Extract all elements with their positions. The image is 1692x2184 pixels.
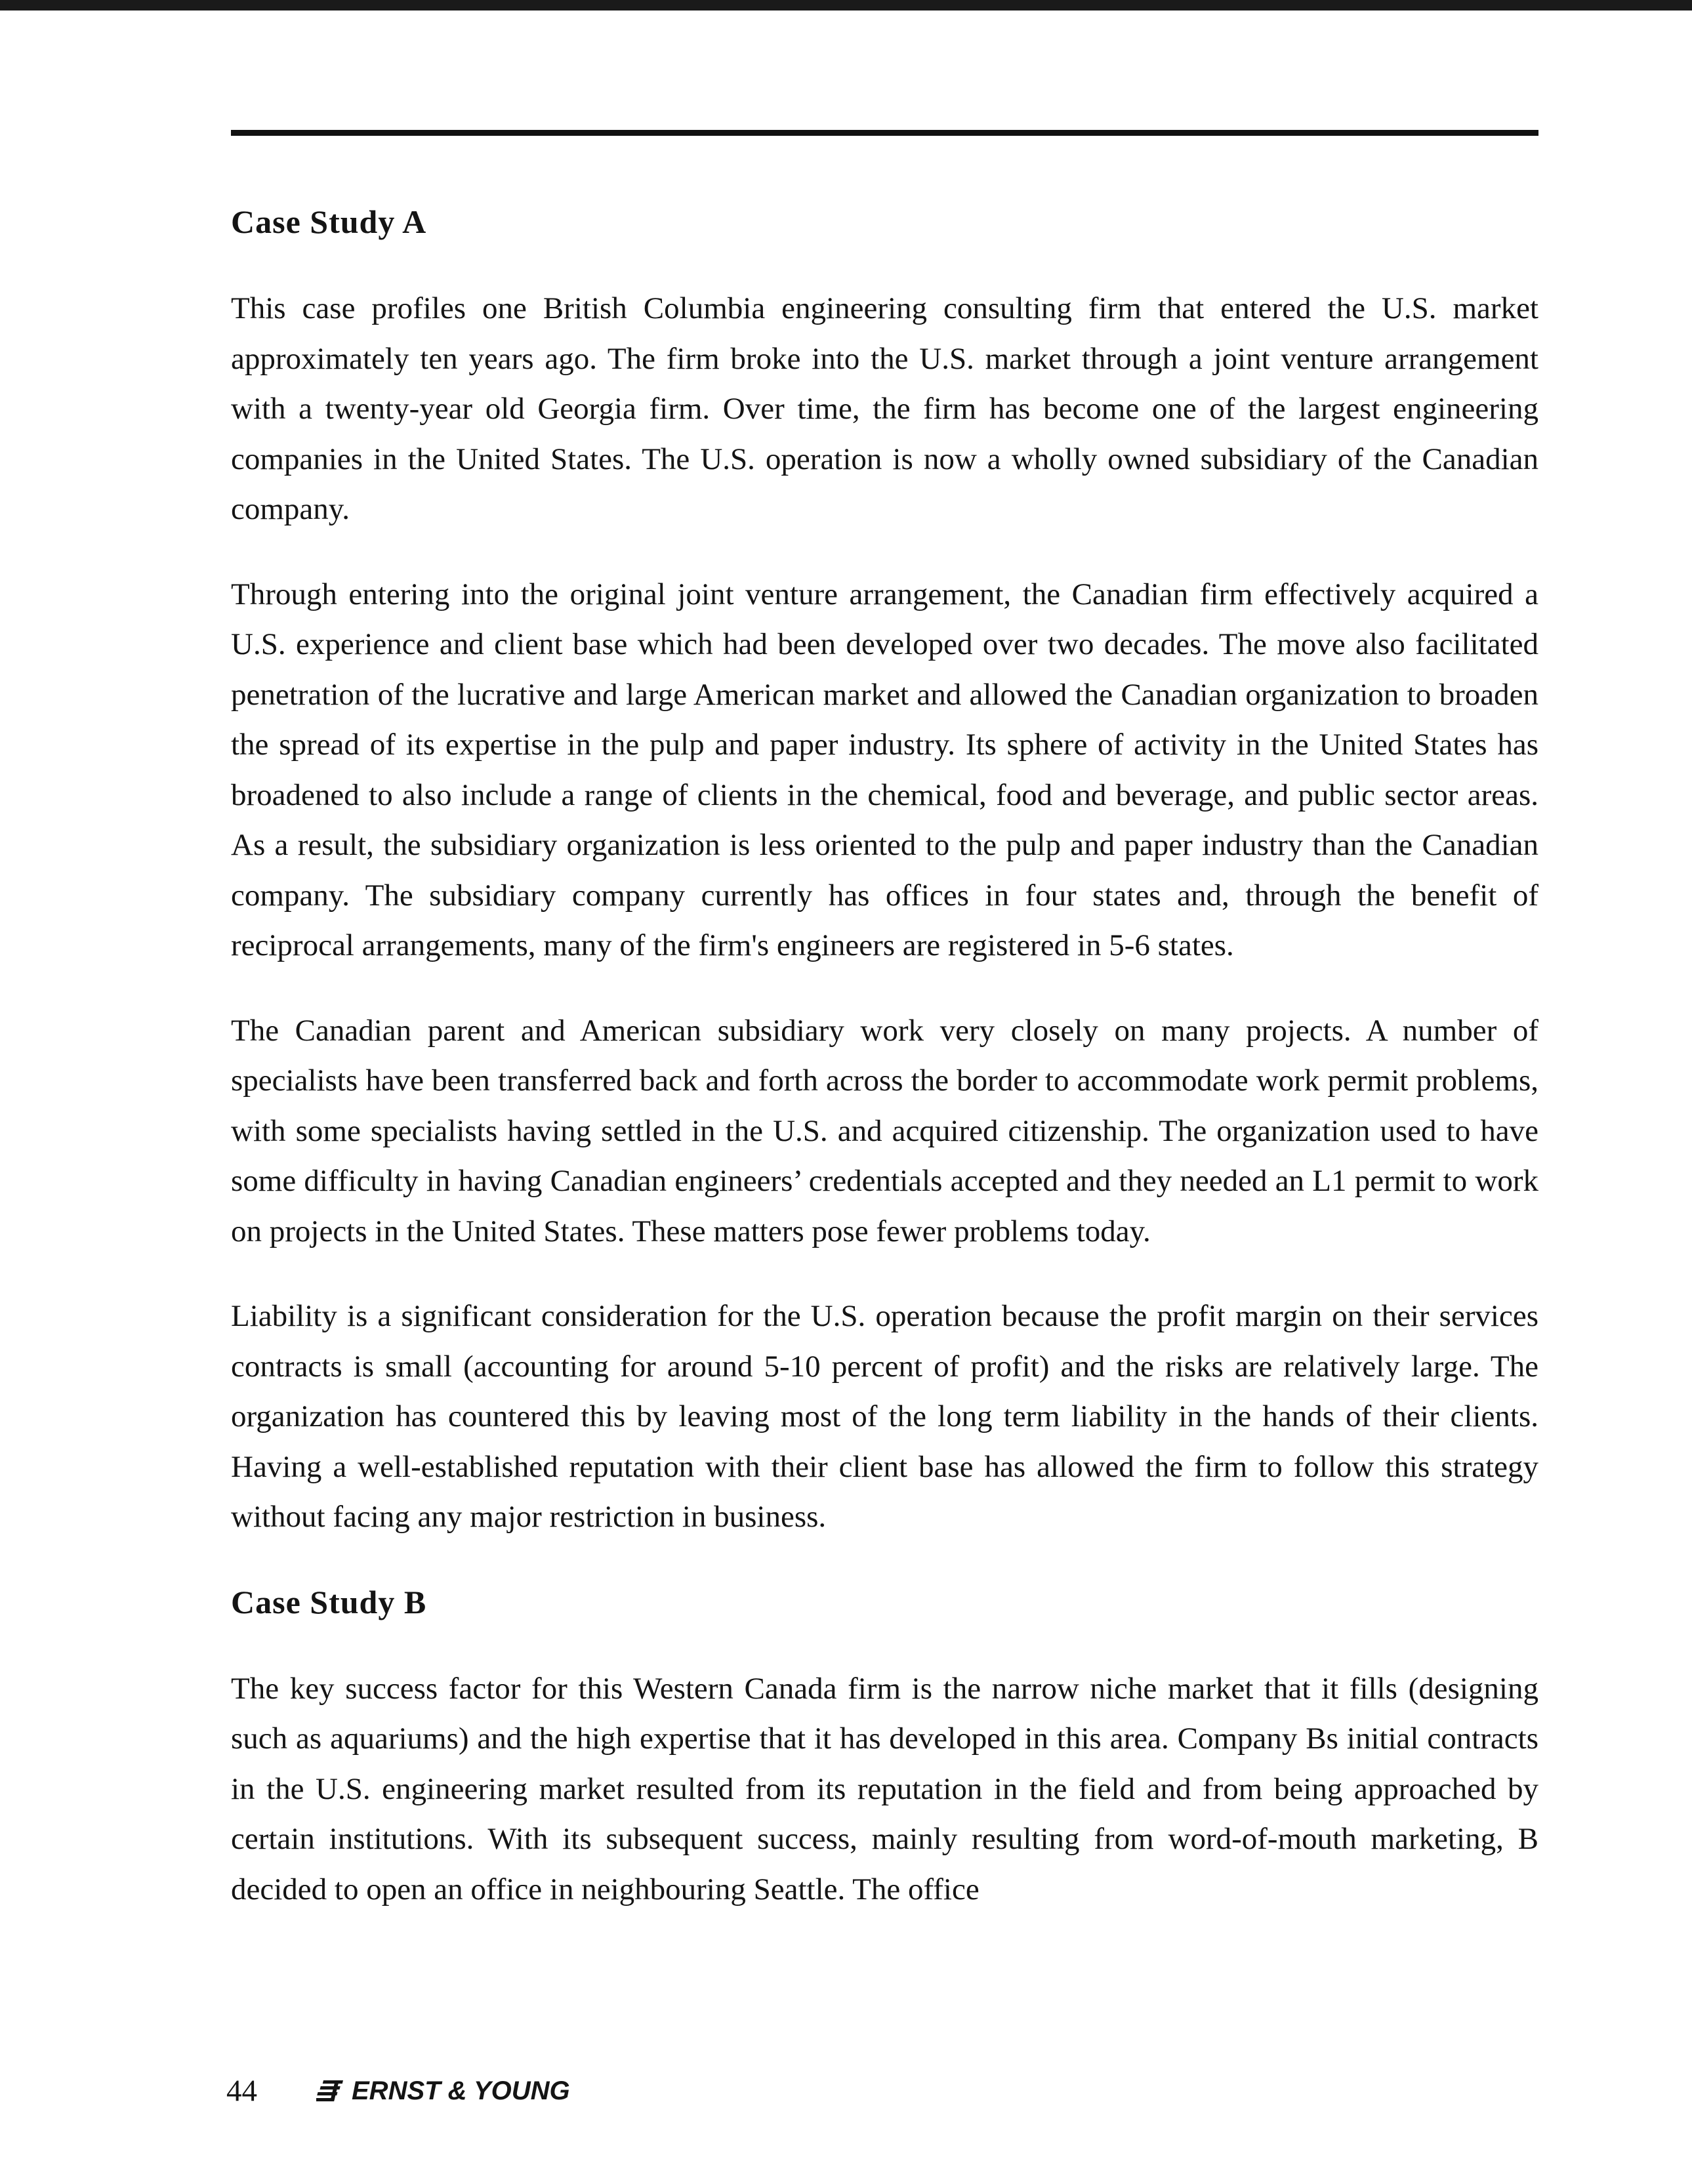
scan-top-border [0, 0, 1692, 10]
paragraph: Liability is a significant consideration for the U.S. operation because the profit margin on their services contracts is small (accounting for around 5-10 percent of profit) and the risks are relatively large. The organization has countered this by leaving most of the long term liability in the hands of their clients. Having a well-established reputation with their client base has allowed the firm to follow this strategy without facing any major restriction in business. [231, 1299, 1538, 1534]
ernst-young-logo [316, 2075, 570, 2107]
paragraph: The key success factor for this Western Canada firm is the narrow niche market that it fills (designing such as aquariums) and the high expertise that it has developed in this area. Company Bs initial contracts in the U.S. engineering market resulted from its reputation in the field and from being approached by certain institutions. With its subsequent success, mainly resulting from word-of-mouth marketing, B decided to open an office in neighbouring Seattle. The office [231, 1671, 1538, 1906]
section-case-study-a [231, 197, 1538, 1542]
page-number: 44 [226, 2074, 257, 2108]
paragraph: The Canadian parent and American subsidiary work very closely on many projects. A number of specialists have been transferred back and forth across the border to accommodate work permit problems, with some specialists having settled in the U.S. and acquired citizenship. The organization used to have some difficulty in having Canadian engineers’ credentials accepted and they needed an L1 permit to work on projects in the United States. These matters pose fewer problems today. [231, 1013, 1538, 1248]
paragraph: This case profiles one British Columbia engineering consulting firm that entered the U.S. market approximately ten years ago. The firm broke into the U.S. market through a joint venture arrangement with a twenty-year old Georgia firm. Over time, the firm has become one of the largest engineering companies in the United States. The U.S. operation is now a wholly owned subsidiary of the Canadian company. [231, 291, 1538, 526]
page-footer [226, 2068, 570, 2114]
page-content [231, 197, 1538, 1949]
section-case-study-b [231, 1577, 1538, 1915]
logo-text: ERNST & YOUNG [352, 2076, 570, 2105]
section-heading: Case Study B [231, 1583, 427, 1620]
paragraph: Through entering into the original joint venture arrangement, the Canadian firm effectively acquired a U.S. experience and client base which had been developed over two decades. The move also facilitated penetration of the lucrative and large American market and allowed the Canadian organization to broaden the spread of its expertise in the pulp and paper industry. Its sphere of activity in the United States has broadened to also include a range of clients in the chemical, food and beverage, and public sector areas. As a result, the subsidiary organization is less oriented to the pulp and paper industry than the Canadian company. The subsidiary company currently has offices in four states and, through the benefit of reciprocal arrangements, many of the firm's engineers are registered in 5-6 states. [231, 577, 1538, 962]
ernst-young-logo-icon [316, 2078, 348, 2104]
header-rule [231, 130, 1538, 136]
section-heading: Case Study A [231, 203, 427, 240]
